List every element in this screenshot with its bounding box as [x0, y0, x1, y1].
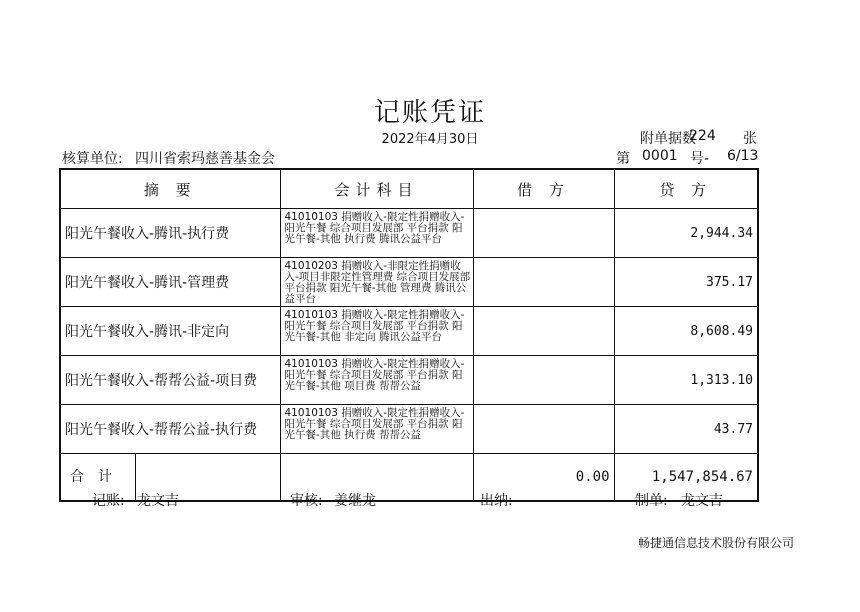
- voucher-no-prefix: 第: [616, 151, 630, 167]
- voucher-title: 记账凭证: [373, 98, 486, 128]
- row-debit: [473, 258, 614, 307]
- row-credit: 43.77: [614, 405, 758, 454]
- unit-label: 核算单位:: [62, 151, 123, 167]
- unit-value: 四川省索玛慈善基金会: [135, 151, 275, 167]
- row-account: 41010103 捐赠收入-限定性捐赠收入-阳光午餐 综合项目发展部 平台捐款 阳光午餐-其他 项目费 帮帮公益: [280, 356, 473, 405]
- voucher-no-mid: 号-: [690, 151, 710, 167]
- column-header-debit: 借 方: [473, 169, 614, 209]
- attachments-label: 附单据数: [640, 131, 696, 147]
- attachments-count: 224: [689, 128, 716, 144]
- voucher-date: 2022年4月30日: [381, 132, 479, 147]
- column-header-account: 会计科目: [280, 169, 473, 209]
- row-credit: 8,608.49: [614, 307, 758, 356]
- table-row: [60, 356, 758, 405]
- table-row: [60, 209, 758, 258]
- table-row: [60, 405, 758, 454]
- voucher-table: [59, 168, 759, 502]
- bookkeeper-label: 记账:: [92, 493, 125, 509]
- bookkeeper-name: 龙文吉: [137, 493, 179, 509]
- total-label: 合计: [61, 454, 136, 500]
- column-header-credit: 贷 方: [614, 169, 758, 209]
- row-account: 41010103 捐赠收入-限定性捐赠收入-阳光午餐 综合项目发展部 平台捐款 阳光午餐-其他 非定向 腾讯公益平台: [280, 307, 473, 356]
- row-credit: 375.17: [614, 258, 758, 307]
- reviewer-label: 审核:: [290, 493, 323, 509]
- total-credit: 1,547,854.67: [614, 454, 758, 502]
- row-credit: 1,313.10: [614, 356, 758, 405]
- row-summary: 阳光午餐收入-腾讯-管理费: [60, 258, 280, 307]
- row-debit: [473, 307, 614, 356]
- voucher-no: 0001: [642, 148, 678, 164]
- table-row: [60, 258, 758, 307]
- row-summary: 阳光午餐收入-腾讯-执行费: [60, 209, 280, 258]
- row-account: 41010203 捐赠收入-非限定性捐赠收入-项目非限定性管理费 综合项目发展部 平台捐款 阳光午餐-其他 管理费 腾讯公益平台: [280, 258, 473, 307]
- column-header-summary: 摘 要: [60, 169, 280, 209]
- row-summary: 阳光午餐收入-帮帮公益-项目费: [60, 356, 280, 405]
- attachments-unit: 张: [743, 131, 757, 147]
- reviewer-name: 姜继龙: [334, 493, 376, 509]
- row-debit: [473, 356, 614, 405]
- row-account: 41010103 捐赠收入-限定性捐赠收入-阳光午餐 综合项目发展部 平台捐款 阳光午餐-其他 执行费 帮帮公益: [280, 405, 473, 454]
- preparer-label: 制单:: [635, 493, 668, 509]
- table-row: [60, 307, 758, 356]
- row-credit: 2,944.34: [614, 209, 758, 258]
- row-summary: 阳光午餐收入-腾讯-非定向: [60, 307, 280, 356]
- preparer-name: 龙文吉: [681, 493, 723, 509]
- voucher-page: 6/13: [727, 148, 759, 164]
- row-debit: [473, 405, 614, 454]
- total-debit: 0.00: [473, 454, 614, 502]
- table-header-row: [60, 169, 758, 209]
- cashier-label: 出纳:: [480, 493, 513, 509]
- row-account: 41010103 捐赠收入-限定性捐赠收入-阳光午餐 综合项目发展部 平台捐款 阳光午餐-其他 执行费 腾讯公益平台: [280, 209, 473, 258]
- row-summary: 阳光午餐收入-帮帮公益-执行费: [60, 405, 280, 454]
- row-debit: [473, 209, 614, 258]
- software-company: 畅捷通信息技术股份有限公司: [637, 536, 794, 550]
